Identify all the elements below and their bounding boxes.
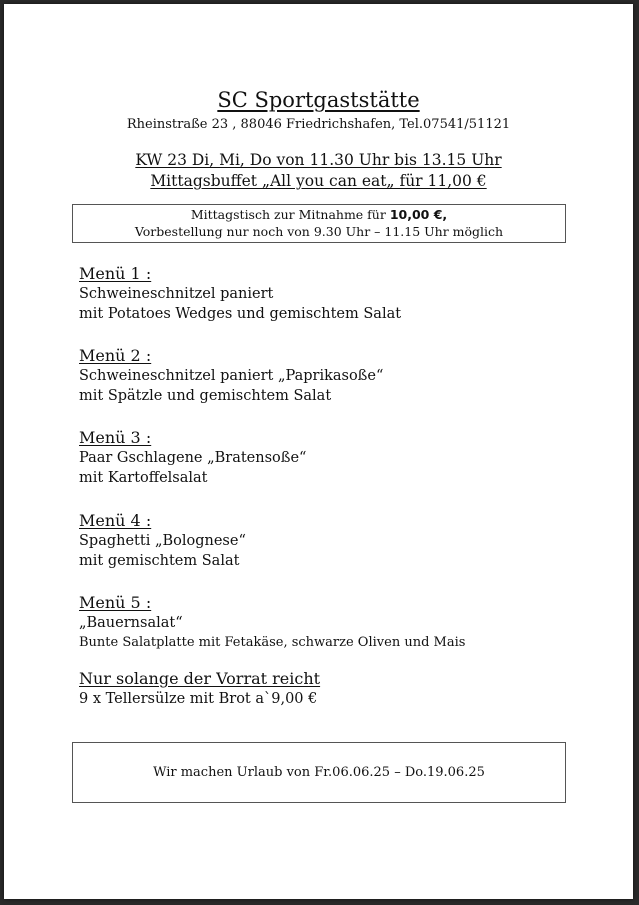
menu-4-dish: Spaghetti „Bolognese“ [79,533,246,549]
restaurant-title: SC Sportgaststätte [217,88,420,112]
special-offer [79,669,320,709]
takeaway-box [72,204,566,243]
menu-2 [79,346,383,406]
buffet-price-line: Mittagsbuffet „All you can eat„ für 11,00 € [150,172,487,190]
menu-2-heading: Menü 2 : [79,346,152,365]
menu-1 [79,264,401,324]
menu-3 [79,428,306,488]
special-offer-heading: Nur solange der Vorrat reicht [79,669,321,688]
vacation-notice-box [72,742,566,803]
special-offer-line: 9 x Tellersülze mit Brot a`9,00 € [79,691,318,707]
menu-5 [79,593,465,653]
restaurant-address: Rheinstraße 23 , 88046 Friedrichshafen, Tel.07541/51121 [126,117,511,132]
menu-5-heading: Menü 5 : [79,593,152,612]
vacation-notice-text: Wir machen Urlaub von Fr.06.06.25 – Do.19.06.25 [153,765,485,780]
menu-5-description: Bunte Salatplatte mit Fetakäse, schwarze Oliven und Mais [79,635,466,650]
menu-4 [79,511,246,571]
takeaway-price: 10,00 €, [389,207,448,222]
menu-1-side: mit Potatoes Wedges und gemischtem Salat [79,306,402,322]
menu-2-dish: Schweineschnitzel paniert „Paprikasoße“ [79,368,384,384]
opening-hours-line: KW 23 Di, Mi, Do von 11.30 Uhr bis 13.15 Uhr [135,151,502,169]
menu-1-heading: Menü 1 : [79,264,152,283]
menu-2-side: mit Spätzle und gemischtem Salat [79,388,332,404]
menu-3-heading: Menü 3 : [79,428,152,447]
takeaway-text: Mittagstisch zur Mitnahme für [190,207,390,222]
takeaway-preorder-line: Vorbestellung nur noch von 9.30 Uhr – 11.15 Uhr möglich [134,224,504,239]
menu-4-heading: Menü 4 : [79,511,152,530]
menu-3-side: mit Kartoffelsalat [79,470,208,486]
menu-5-dish: „Bauernsalat“ [79,615,183,631]
menu-3-dish: Paar Gschlagene „Bratensoße“ [79,450,307,466]
menu-1-dish: Schweineschnitzel paniert [79,286,274,302]
menu-page [4,4,633,899]
takeaway-line-1 [73,206,565,223]
menu-4-side: mit gemischtem Salat [79,553,240,569]
